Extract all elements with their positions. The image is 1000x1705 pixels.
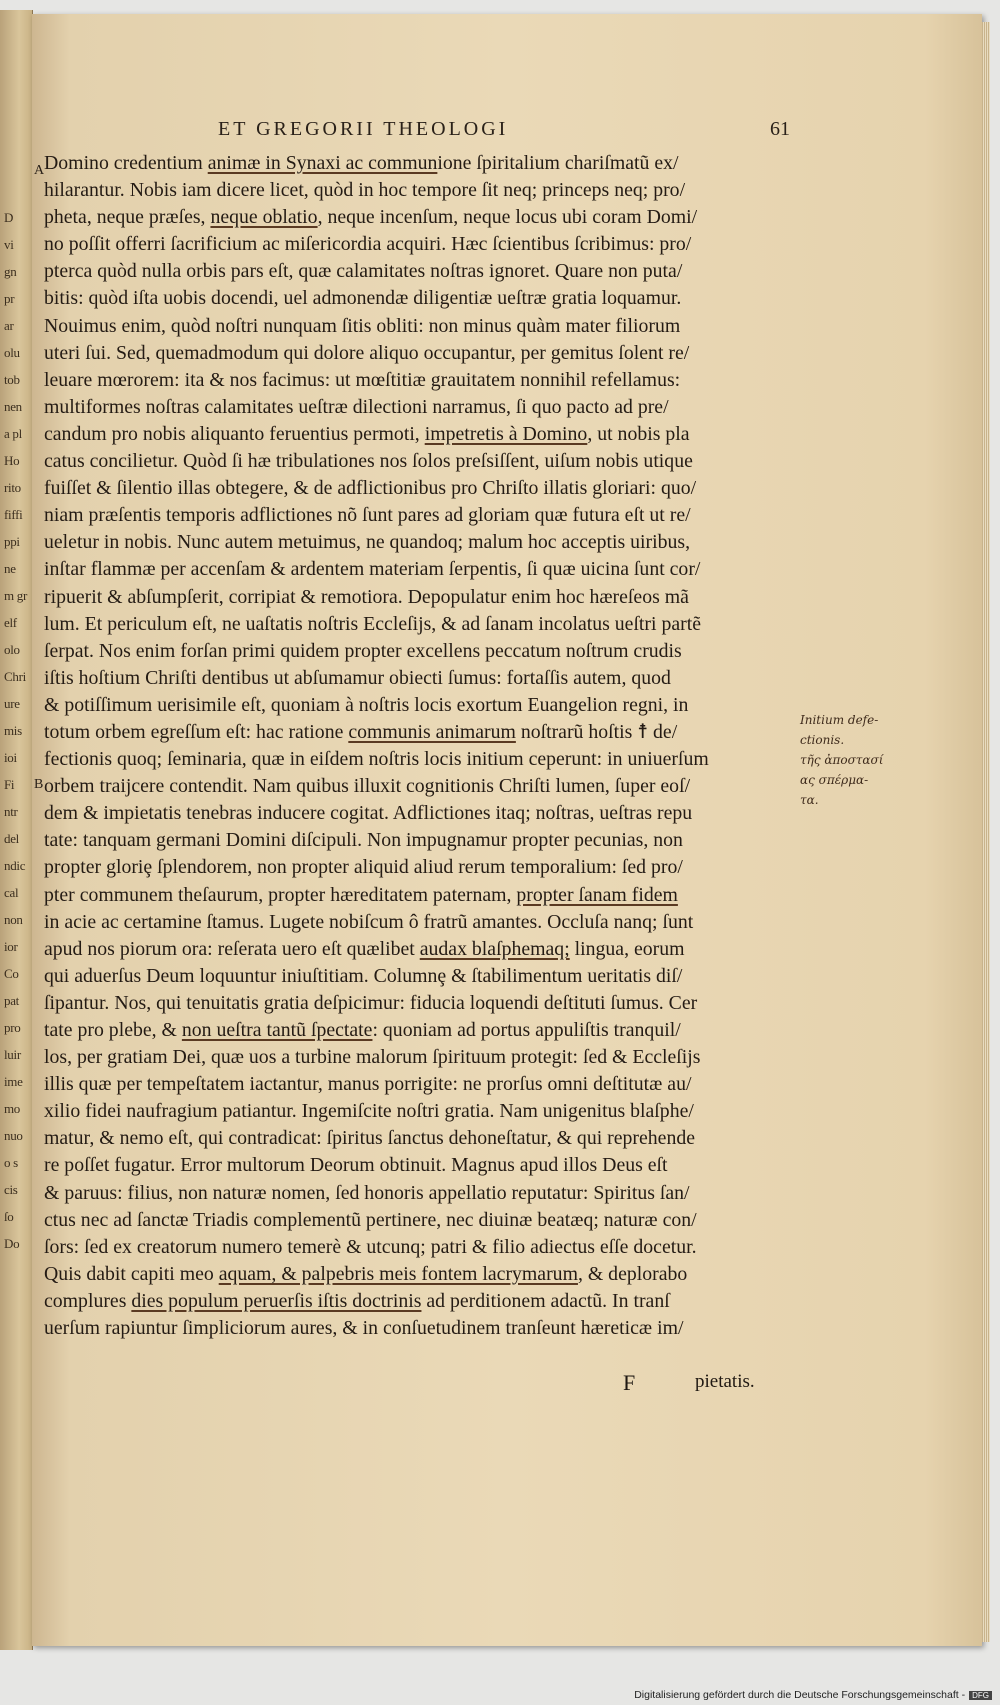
- left-page-fragment: vi: [4, 237, 14, 252]
- underlined-phrase: propter ſanam fidem: [516, 883, 678, 906]
- section-marker-b: B: [34, 777, 44, 792]
- text-run: leuare mœrorem: ita & nos facimus: ut mœſtitiæ grauitatem nonnihil refellamus:: [44, 368, 681, 391]
- text-run: ueletur in nobis. Nunc autem metuimus, ne quandoq; malum hoc acceptis uiribus,: [44, 531, 691, 554]
- text-run: uerſum rapiuntur ſimpliciorum aures, & in conſuetudinem tranſeunt hæreticæ im/: [44, 1317, 684, 1340]
- text-line: [44, 882, 774, 909]
- text-line: [44, 502, 774, 529]
- text-run: dem & impietatis tenebras inducere cogitat. Adflictiones itaq; noſtras, ueſtras repu: [44, 802, 693, 825]
- text-run: no poſſit offerri ſacrificium ac miſericordia acquiri. Hæc ſcientibus ſcribimus: pro/: [44, 233, 692, 256]
- text-run: pterca quòd nulla orbis pars eſt, quæ calamitates noſtras ignoret. Quare non puta/: [44, 260, 683, 283]
- text-line: [44, 963, 774, 990]
- left-page-fragment: rito: [4, 480, 21, 495]
- text-run: ctus nec ad ſanctæ Triadis complementũ pertinere, nec diuinæ beatæq; naturæ con/: [44, 1208, 697, 1231]
- text-run: matur, & nemo eſt, qui contradicat: ſpiritus ſanctus dehoneſtatur, & qui reprehende: [44, 1127, 696, 1150]
- left-page-fragment: ior: [4, 939, 18, 954]
- text-line: [44, 1288, 774, 1315]
- text-line: [44, 556, 774, 583]
- text-run: lum. Et periculum eſt, ne uaſtatis noſtris Eccleſijs, & ad ſanam incolatus ueſtri partẽ: [44, 612, 701, 635]
- text-run: re poſſet fugatur. Error multorum Deorum obtinuit. Magnus apud illos Deus eſt: [44, 1154, 668, 1177]
- text-line: [44, 529, 774, 556]
- text-line: [44, 990, 774, 1017]
- text-run: ſipantur. Nos, qui tenuitatis gratia deſpicimur: fiducia loquendi deſtituti ſumus. Cer: [44, 991, 698, 1014]
- marginal-greek-line: τα.: [800, 793, 819, 807]
- text-run: bitis: quòd iſta uobis docendi, uel admonendæ diligentiæ ueſtræ gratia loquamur.: [44, 287, 682, 310]
- running-header: [200, 118, 790, 144]
- text-run: inſtar flammæ per accenſam & ardentem materiam ſerpentis, ſi quæ uicina ſunt cor/: [44, 558, 701, 581]
- text-line: [44, 1044, 774, 1071]
- left-page-fragment: del: [4, 831, 19, 846]
- left-page-fragment: mo: [4, 1101, 21, 1116]
- text-run: illis quæ per tempeſtatem iactantur, manus porrigite: ne prorſus omni deſtitutæ au/: [44, 1073, 692, 1096]
- text-line: [44, 394, 774, 421]
- text-run: ad perditionem adactũ. In tranſ: [421, 1289, 670, 1312]
- left-page-fragment: Ho: [4, 453, 20, 468]
- text-run: totum orbem egreſſum eſt: hac ratione: [44, 720, 349, 743]
- left-page-fragment: fiffi: [4, 507, 23, 522]
- text-line: [44, 692, 774, 719]
- marginal-greek-line: τῆς ἀποστασί: [800, 753, 884, 767]
- running-title: ET GREGORII THEOLOGI: [218, 118, 509, 140]
- text-line: [44, 1261, 774, 1288]
- body-text: [44, 150, 774, 1342]
- folio-number: 61: [770, 118, 790, 140]
- text-run: Quis dabit capiti meo: [44, 1262, 219, 1285]
- left-page-fragment: olu: [4, 345, 20, 360]
- text-line: [44, 448, 774, 475]
- underlined-phrase: aquam, & palpebris meis fontem lacrymarum: [218, 1262, 578, 1285]
- text-line: [44, 313, 774, 340]
- text-line: [44, 611, 774, 638]
- text-line: [44, 936, 774, 963]
- text-run: orbem traijcere contendit. Nam quibus illuxit cognitionis Chriſti lumen, ſuper eoſ/: [44, 775, 691, 798]
- left-page-fragment: olo: [4, 642, 20, 657]
- left-page-fragment: tob: [4, 372, 20, 387]
- text-run: , & deplorabo: [577, 1262, 688, 1285]
- left-page-fragment: elf: [4, 615, 17, 630]
- footer-credit: [0, 1689, 992, 1705]
- left-page-fragment: ppi: [4, 534, 20, 549]
- left-page-fragment: ntr: [4, 804, 18, 819]
- text-run: complures: [44, 1289, 132, 1312]
- text-run: xilio fidei naufragium patiantur. Ingemiſcite noſtri gratia. Nam unigenitus blaſphe/: [44, 1100, 694, 1123]
- left-page-fragment: ar: [4, 318, 14, 333]
- text-line: [44, 773, 774, 800]
- text-run: noſtrarũ hoſtis ☨ de/: [515, 720, 678, 743]
- text-run: propter gloriȩ ſplendorem, non propter aliquid aliud rerum temporalium: ſed pro/: [44, 856, 683, 879]
- marginal-latin-line: Initium defe-: [800, 713, 879, 727]
- left-page-fragment: ioi: [4, 750, 17, 765]
- text-run: tate pro plebe, &: [44, 1019, 182, 1041]
- text-run: , neque incenſum, neque locus ubi coram Domi/: [317, 206, 698, 229]
- text-line: [44, 1207, 774, 1234]
- left-page-fragment: cal: [4, 885, 19, 900]
- marginal-greek-line: ας σπέρμα-: [800, 773, 869, 787]
- text-run: los, per gratiam Dei, quæ uos a turbine malorum ſpirituum protegit: ſed & Eccleſijs: [44, 1046, 701, 1069]
- underlined-phrase: impetretis à Domino: [424, 422, 588, 445]
- text-line: [44, 827, 774, 854]
- text-line: [44, 421, 774, 448]
- text-line: [44, 1071, 774, 1098]
- text-line: [44, 177, 774, 204]
- text-line: [44, 854, 774, 881]
- text-run: apud nos piorum ora: reſerata uero eſt quælibet: [44, 937, 420, 960]
- text-line: [44, 665, 774, 692]
- text-run: in acie ac certamine ſtamus. Lugete nobiſcum ô fratrũ amantes. Occluſa nanq; ſunt: [44, 910, 694, 933]
- text-line: [44, 746, 774, 773]
- text-run: ſors: ſed ex creatorum numero temerè & utcunq; patri & filio adiectus eſſe docetur.: [44, 1235, 697, 1258]
- dfg-logo: DFG: [969, 1691, 992, 1700]
- left-page-fragment: m gr: [4, 588, 27, 603]
- text-run: ripuerit & abſumpſerit, corripiat & remotiora. Depopulatur enim hoc hæreſeos mã: [44, 585, 689, 608]
- text-line: [44, 800, 774, 827]
- text-run: fuiſſet & ſilentio illas obtegere, & de adflictionibus pro Chriſto illatis gloriari: quo/: [44, 477, 697, 500]
- text-run: tate: tanquam germani Domini diſcipuli. Non impugnamur propter pecunias, non: [44, 829, 683, 852]
- left-page-fragment: pr: [4, 291, 15, 306]
- text-run: fectionis quoq; ſeminaria, quæ in eiſdem noſtris locis initium ceperunt: in uniuerſum: [44, 748, 709, 771]
- text-line: [44, 1098, 774, 1125]
- text-line: [44, 367, 774, 394]
- left-page-fragment: Fi: [4, 777, 15, 792]
- text-run: , ut nobis pla: [587, 422, 690, 445]
- left-page-fragment: ndic: [4, 858, 26, 873]
- left-page-fragment: Do: [4, 1236, 20, 1251]
- text-line: [44, 1125, 774, 1152]
- left-page-fragment: Co: [4, 966, 19, 981]
- catchword: pietatis.: [695, 1371, 755, 1392]
- text-run: qui aduerſus Deum loquuntur iniuſtitiam. Columnȩ & ſtabilimentum ueritatis diſ/: [44, 964, 683, 987]
- text-run: pter communem theſaurum, propter hæreditatem paternam,: [44, 883, 517, 906]
- marginal-note: [800, 710, 900, 810]
- left-page-fragment: Chri: [4, 669, 26, 684]
- left-page-fragment: non: [4, 912, 23, 927]
- text-line: [44, 638, 774, 665]
- text-line: [44, 231, 774, 258]
- underlined-phrase: communis animarum: [348, 720, 516, 743]
- text-run: pheta, neque præſes,: [44, 206, 211, 229]
- text-run: iſtis hoſtium Chriſti dentibus ut abſumamur obiecti ſumus: fortaſſis autem, quod: [44, 666, 671, 689]
- left-page-edge: [0, 10, 33, 1650]
- left-page-fragment: nen: [4, 399, 22, 414]
- left-page-fragment: mis: [4, 723, 22, 738]
- text-run: Domino credentium: [44, 152, 208, 174]
- underlined-phrase: non ueſtra tantũ ſpectate: [181, 1019, 373, 1041]
- text-line: [44, 1152, 774, 1179]
- text-run: niam præſentis temporis adflictiones nõ ſunt pares ad gloriam quæ futura eſt ut re/: [44, 504, 691, 527]
- text-line: [44, 719, 774, 746]
- underlined-phrase: animæ in Synaxi ac commun: [207, 152, 438, 174]
- left-page-fragment: nuo: [4, 1128, 23, 1143]
- text-line: [44, 1315, 774, 1342]
- text-run: multiformes noſtras calamitates ueſtræ dilectioni narramus, ſi quo pacto ad pre/: [44, 395, 669, 418]
- underlined-phrase: dies populum peruerſis iſtis doctrinis: [131, 1289, 422, 1312]
- marginal-latin-line: ctionis.: [800, 733, 845, 747]
- text-run: & potiſſimum uerisimile eſt, quoniam à noſtris locis exortum Euangelion regni, in: [44, 693, 689, 716]
- text-run: Nouimus enim, quòd noſtri nunquam ſitis obliti: non minus quàm mater filiorum: [44, 314, 681, 337]
- text-run: & paruus: filius, non naturæ nomen, ſed honoris appellatio reputatur: Spiritus ſan/: [44, 1181, 690, 1204]
- left-page-fragment: cis: [4, 1182, 18, 1197]
- left-page-fragment: pro: [4, 1020, 21, 1035]
- text-run: ſerpat. Nos enim forſan primi quidem propter excellens peccatum noſtrum crudis: [44, 639, 682, 662]
- underlined-phrase: neque oblatio: [210, 206, 318, 229]
- underlined-phrase: audax blaſphemaq;: [419, 937, 570, 960]
- text-run: : quoniam ad portus appuliſtis tranquil/: [372, 1019, 681, 1041]
- page-fore-edge: [982, 22, 990, 1642]
- left-page-fragment: ime: [4, 1074, 23, 1089]
- footer-text: Digitalisierung gefördert durch die Deutsche Forschungsgemeinschaft -: [634, 1689, 966, 1701]
- text-line: [44, 1234, 774, 1261]
- text-run: hilarantur. Nobis iam dicere licet, quòd in hoc tempore ſit neq; princeps neq; pro/: [44, 179, 686, 202]
- text-line: [44, 258, 774, 285]
- text-line: [44, 150, 774, 177]
- left-page-fragment: a pl: [4, 426, 22, 441]
- left-page-fragment: o s: [4, 1155, 18, 1170]
- text-line: [44, 1180, 774, 1207]
- text-line: [44, 1017, 774, 1044]
- text-run: catus concilietur. Quòd ſi hæ tribulationes nos ſolos preſsiſſent, uiſum nobis utique: [44, 450, 693, 473]
- section-marker-a: A: [34, 163, 45, 178]
- left-page-fragment: gn: [4, 264, 17, 279]
- text-run: candum pro nobis aliquanto feruentius permoti,: [44, 422, 425, 445]
- text-run: uteri ſui. Sed, quemadmodum qui dolore aliquo occupantur, per gemitus ſolent re/: [44, 341, 690, 364]
- text-line: [44, 909, 774, 936]
- text-line: [44, 475, 774, 502]
- left-page-fragment: luir: [4, 1047, 21, 1062]
- signature-mark: F: [623, 1370, 636, 1395]
- left-page-fragment: ure: [4, 696, 20, 711]
- text-line: [44, 204, 774, 231]
- left-page-fragment: ne: [4, 561, 16, 576]
- left-page-fragment: pat: [4, 993, 19, 1008]
- text-run: ione ſpiritalium chariſmatũ ex/: [437, 152, 679, 174]
- left-page-fragment: D: [4, 210, 14, 225]
- text-line: [44, 285, 774, 312]
- left-page-fragment: ſo: [4, 1209, 14, 1224]
- text-line: [44, 340, 774, 367]
- text-run: lingua, eorum: [569, 937, 685, 960]
- text-line: [44, 584, 774, 611]
